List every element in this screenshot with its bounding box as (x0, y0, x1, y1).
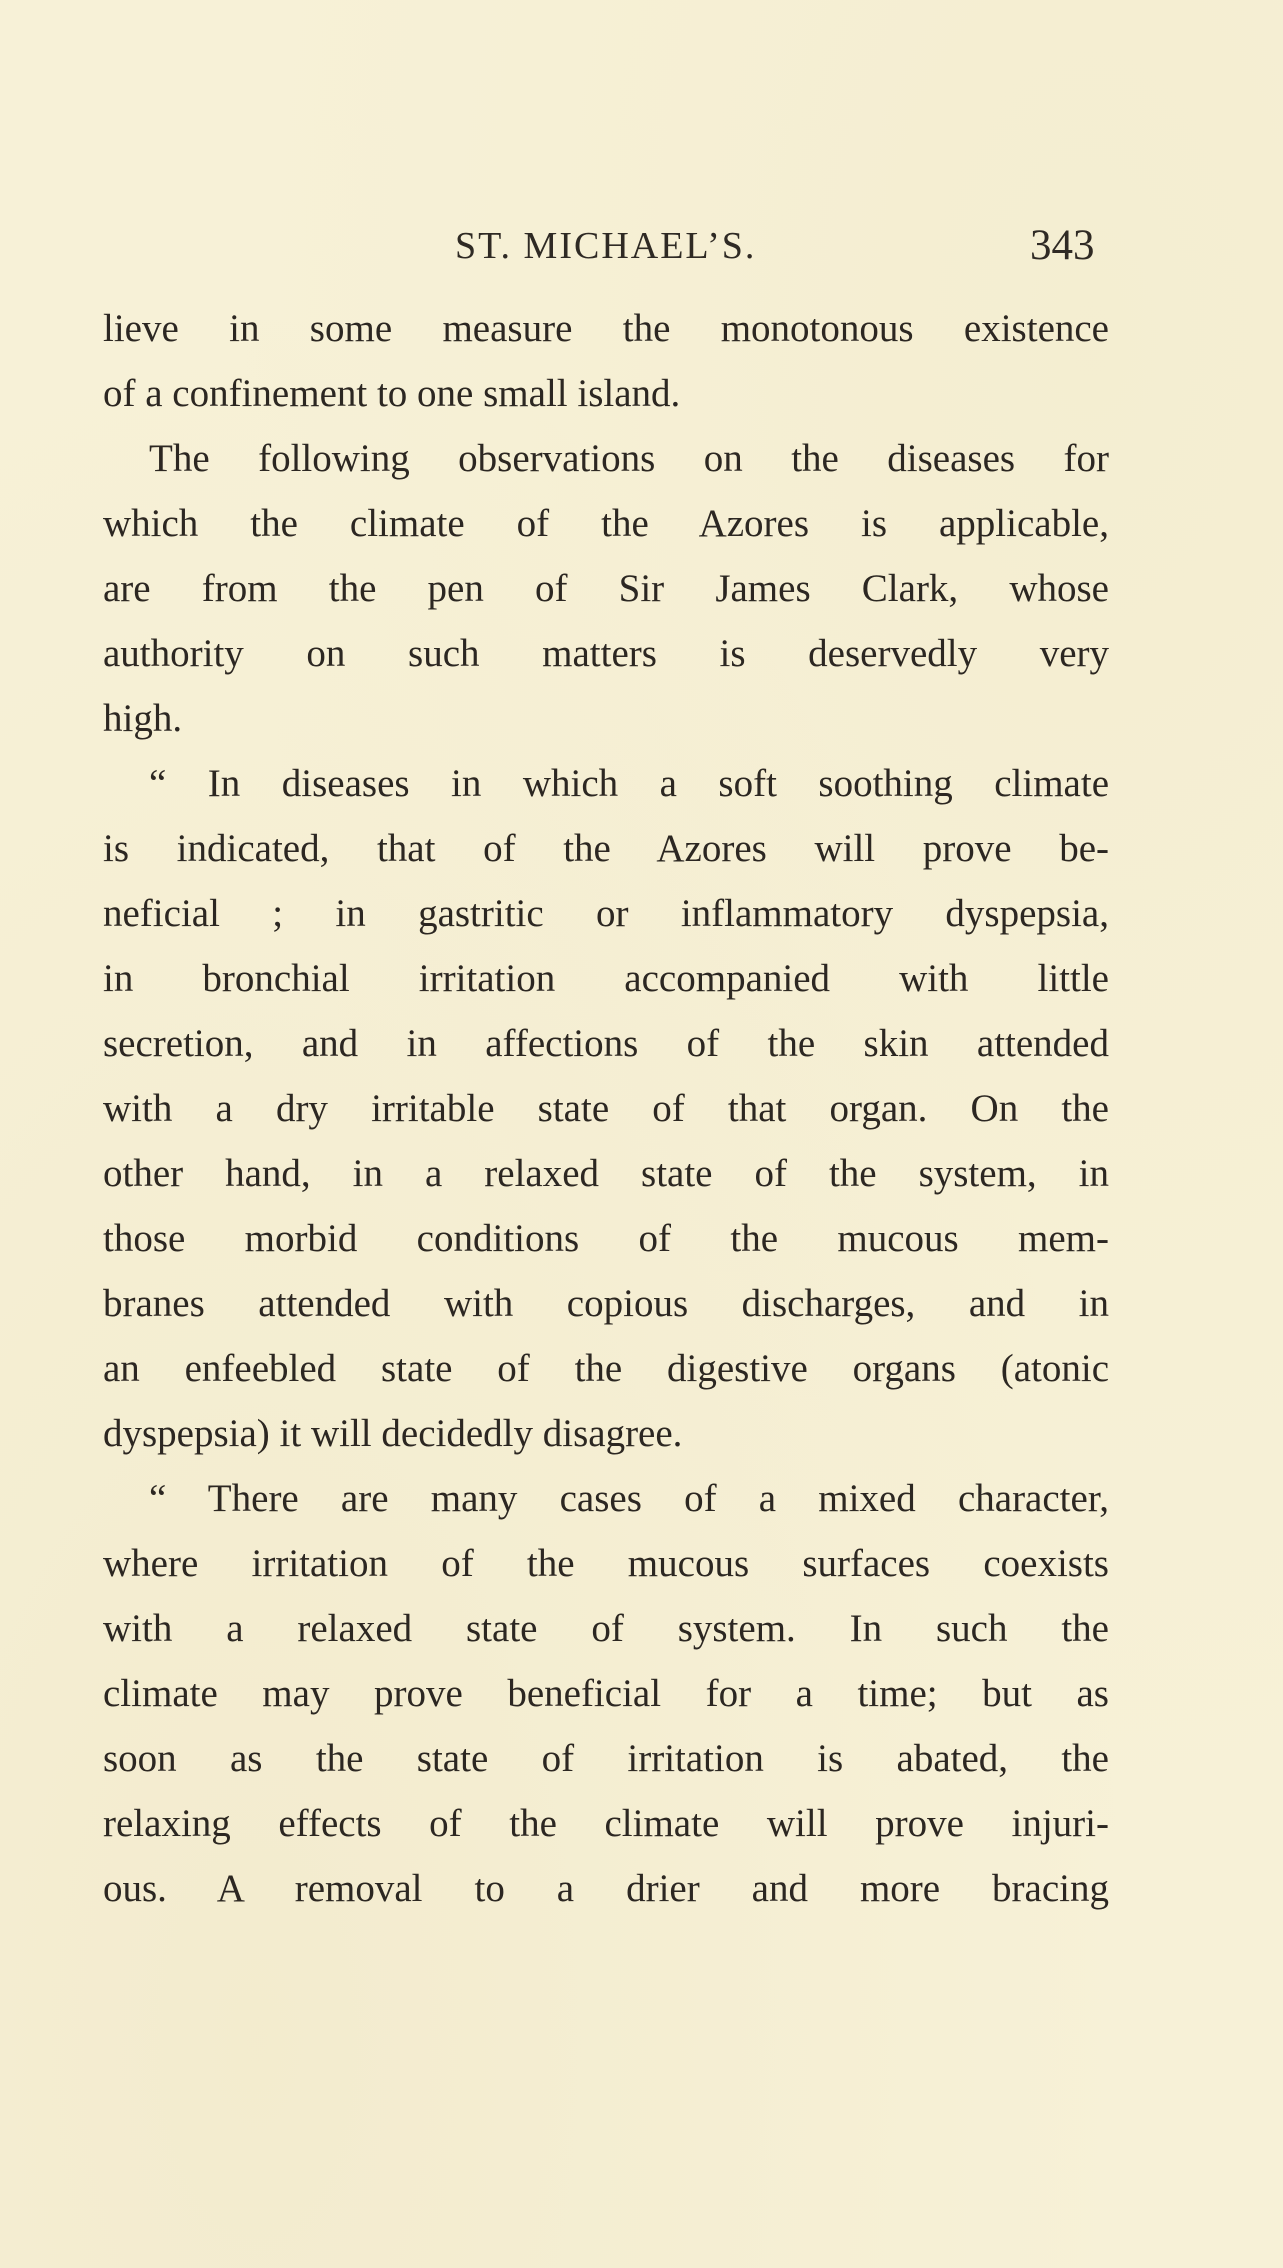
text-line: The following observations on the diseases for (149, 437, 1109, 480)
text-line: soon as the state of irritation is abated, the (103, 1737, 1109, 1780)
text-line: high. (103, 697, 183, 740)
running-head (0, 216, 1283, 276)
paragraph (103, 296, 1109, 426)
text-line: relaxing effects of the climate will prove injuri- (103, 1802, 1109, 1845)
text-line: which the climate of the Azores is applicable, (103, 502, 1109, 545)
paragraph (103, 751, 1109, 1466)
text-line: climate may prove beneficial for a time; but as (103, 1672, 1109, 1715)
text-line: is indicated, that of the Azores will prove be- (103, 827, 1109, 870)
text-line: with a relaxed state of system. In such the (103, 1607, 1109, 1650)
text-line: are from the pen of Sir James Clark, whose (103, 567, 1109, 610)
paragraph (103, 1466, 1109, 1921)
text-line: lieve in some measure the monotonous existence (103, 307, 1109, 350)
text-line: neficial ; in gastritic or inflammatory dyspepsia, (103, 892, 1109, 935)
text-line: other hand, in a relaxed state of the system, in (103, 1152, 1109, 1195)
text-line: ous. A removal to a drier and more bracing (103, 1867, 1109, 1910)
text-line: in bronchial irritation accompanied with little (103, 957, 1109, 1000)
paragraph (103, 426, 1109, 751)
text-line: with a dry irritable state of that organ. On the (103, 1087, 1109, 1130)
text-line: “ In diseases in which a soft soothing climate (149, 762, 1109, 805)
text-line: of a confinement to one small island. (103, 372, 681, 415)
text-line: those morbid conditions of the mucous mem- (103, 1217, 1109, 1260)
running-title: ST. MICHAEL’S. (455, 225, 757, 267)
text-line: secretion, and in affections of the skin attended (103, 1022, 1109, 1065)
text-line: where irritation of the mucous surfaces coexists (103, 1542, 1109, 1585)
text-line: an enfeebled state of the digestive organs (atonic (103, 1347, 1109, 1390)
page-number: 343 (1030, 222, 1095, 269)
text-line: dyspepsia) it will decidedly disagree. (103, 1412, 683, 1455)
text-line: authority on such matters is deservedly very (103, 632, 1109, 675)
text-line: “ There are many cases of a mixed character, (149, 1477, 1109, 1520)
text-line: branes attended with copious discharges, and in (103, 1282, 1109, 1325)
body-text (103, 296, 1109, 1921)
